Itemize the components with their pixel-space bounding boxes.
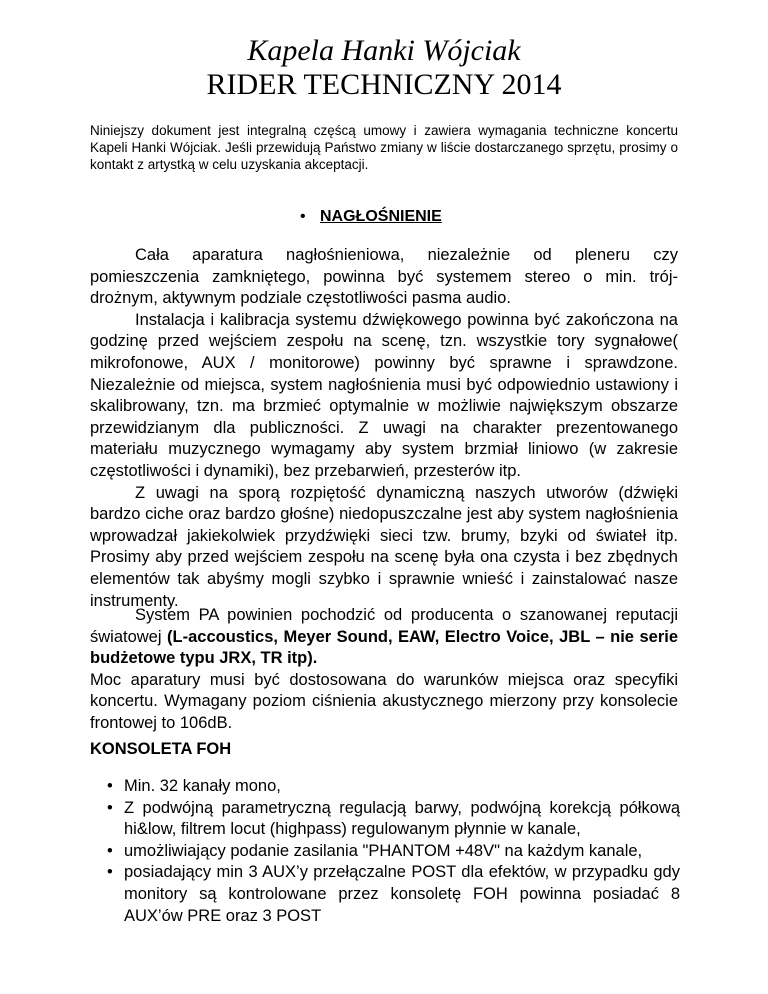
foh-requirements-list <box>90 776 680 927</box>
list-item: • Z podwójną parametryczną regulacją barwy, podwójną korekcją półkową hi&low, filtrem locut (highpass) regulowanym płynnie w kanale, <box>107 798 680 839</box>
bullet-icon: • <box>300 208 306 225</box>
document-title: RIDER TECHNICZNY 2014 <box>206 68 562 101</box>
bullet-icon: • <box>107 798 113 817</box>
intro-paragraph: Niniejszy dokument jest integralną częścą umowy i zawiera wymagania techniczne koncertu Kapeli Hanki Wójciak. Jeśli przewidują Państwo zmiany w liście dostarczanego sprzętu, prosimy o kontakt z artystką w celu uzyskania akceptacji. <box>90 123 678 172</box>
pa-system-body <box>90 605 678 735</box>
naglosnienie-body <box>90 245 678 612</box>
paragraph: Cała aparatura nagłośnieniowa, niezależnie od pleneru czy pomieszczenia zamkniętego, powinna być systemem stereo o min. trój-drożnym, aktywnym podziale częstotliwości pasma audio. <box>90 246 678 308</box>
bullet-icon: • <box>107 863 113 882</box>
list-item: • umożliwiający podanie zasilania "PHANTOM +48V" na każdym kanale, <box>90 841 680 863</box>
paragraph: Z uwagi na sporą rozpiętość dynamiczną naszych utworów (dźwięki bardzo ciche oraz bardzo głośne) niedopuszczalne jest aby system nagłośnienia wprowadzał jakiekolwiek przydźwięki sieci tzw. brumy, bzyki od świateł itp. Prosimy aby przed wejściem zespołu na scenę była ona czysta i bez zbędnych elementów tak abyśmy mogli szybko i sprawnie wnieść i zainstalować nasze instrumenty. <box>90 483 678 610</box>
list-item: • posiadający min 3 AUX’y przełączalne POST dla efektów, w przypadku gdy monitory są kontrolowane przez konsoletę FOH powinna posiadać 8 AUX’ów PRE oraz 3 POST <box>107 863 680 925</box>
section-heading-naglosnienie <box>300 207 442 227</box>
pa-text: System PA powinien pochodzić od producenta o szanowanej reputacji światowej <box>90 606 678 646</box>
bullet-icon: • <box>107 777 113 795</box>
bullet-icon: • <box>107 841 113 860</box>
pa-paragraph <box>90 605 678 670</box>
pa-power-paragraph: Moc aparatury musi być dostosowana do warunków miejsca oraz specyfiki koncertu. Wymagany poziom ciśnienia akustycznego mierzony przy konsolecie frontowej to 106dB. <box>90 670 678 732</box>
list-item: • Min. 32 kanały mono, <box>90 776 680 798</box>
pa-brands: (L-accoustics, Meyer Sound, EAW, Electro Voice, JBL – nie serie budżetowe typu JRX, TR itp). <box>90 627 678 668</box>
section-heading-konsoleta-foh: KONSOLETA FOH <box>90 740 232 758</box>
band-name: Kapela Hanki Wójciak <box>247 34 521 67</box>
paragraph: Instalacja i kalibracja systemu dźwiękowego powinna być zakończona na godzinę przed wejściem zespołu na scenę, tzn. wszystkie tory sygnałowe( mikrofonowe, AUX / monitorowe) powinny być sprawne i sprawdzone. Niezależnie od miejsca, system nagłośnienia musi być odpowiednio ustawiony i skalibrowany, tzn. ma brzmieć optymalnie w możliwie największym obszarze przewidzianym dla publiczności. Z uwagi na charakter prezentowanego materiału muzycznego wymagamy aby system brzmiał liniowo (w zakresie częstotliwości i dynamiki), bez przebarwień, przesterów itp. <box>90 310 678 480</box>
section-heading-text: NAGŁOŚNIENIE <box>320 208 442 225</box>
